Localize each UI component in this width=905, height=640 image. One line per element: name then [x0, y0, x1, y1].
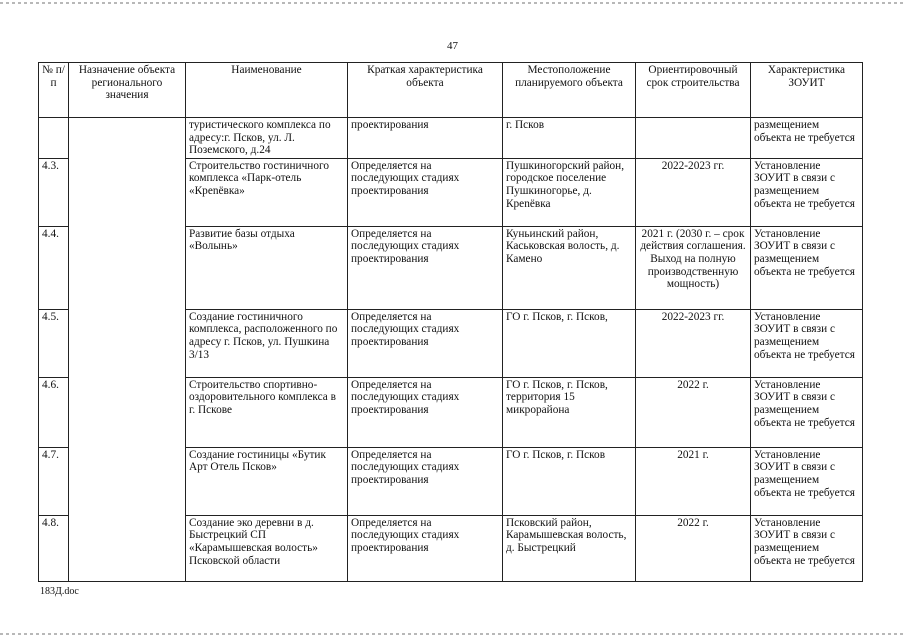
cell-num [39, 118, 69, 159]
scan-edge-top [0, 2, 905, 4]
cell-zouit: размещением объекта не требуется [751, 118, 863, 159]
table-header-row [39, 63, 863, 118]
header-characteristic: Краткая характеристика объекта [348, 63, 503, 118]
cell-num: 4.6. [39, 377, 69, 447]
objects-table [38, 62, 863, 582]
cell-location: Куньинский район, Каськовская волость, д. Камено [503, 226, 636, 309]
header-name: Наименование [186, 63, 348, 118]
cell-name: Строительство гостиничного комплекса «Парк-отель «Креnёвка» [186, 158, 348, 226]
cell-name: туристического комплекса по адресу:г. Псков, ул. Л. Поземского, д.24 [186, 118, 348, 159]
cell-term: 2022-2023 гг. [636, 158, 751, 226]
cell-term: 2021 г. (2030 г. – срок действия соглашения. Выход на полную производственную мощность) [636, 226, 751, 309]
cell-characteristic: Определяется на последующих стадиях проектирования [348, 377, 503, 447]
cell-num: 4.3. [39, 158, 69, 226]
cell-num: 4.7. [39, 447, 69, 515]
table-row-continuation [39, 118, 863, 159]
cell-characteristic: Определяется на последующих стадиях проектирования [348, 158, 503, 226]
header-purpose: Назначение объекта регионального значения [69, 63, 186, 118]
scan-edge-bottom [0, 633, 905, 635]
cell-location: ГО г. Псков, г. Псков, территория 15 микрорайона [503, 377, 636, 447]
cell-characteristic: проектирования [348, 118, 503, 159]
cell-location: г. Псков [503, 118, 636, 159]
header-zouit: Характеристика ЗОУИТ [751, 63, 863, 118]
cell-characteristic: Определяется на последующих стадиях проектирования [348, 447, 503, 515]
cell-zouit: Установление ЗОУИТ в связи с размещением объекта не требуется [751, 158, 863, 226]
page-number: 47 [447, 40, 458, 52]
cell-name: Создание гостиницы «Бутик Арт Отель Псков» [186, 447, 348, 515]
cell-location: Пушкиногорский район, городское поселение Пушкиногорье, д. Креnёвка [503, 158, 636, 226]
cell-name: Строительство спортивно-оздоровительного комплекса в г. Пскове [186, 377, 348, 447]
cell-term: 2021 г. [636, 447, 751, 515]
cell-purpose-merged [69, 118, 186, 582]
cell-term: 2022 г. [636, 515, 751, 581]
cell-num: 4.5. [39, 309, 69, 377]
cell-location: Псковский район, Карамышевская волость, д. Быстрецкий [503, 515, 636, 581]
cell-zouit: Установление ЗОУИТ в связи с размещением объекта не требуется [751, 515, 863, 581]
cell-term: 2022-2023 гг. [636, 309, 751, 377]
header-term: Ориентировочный срок строительства [636, 63, 751, 118]
cell-characteristic: Определяется на последующих стадиях проектирования [348, 309, 503, 377]
cell-characteristic: Определяется на последующих стадиях проектирования [348, 226, 503, 309]
cell-term: 2022 г. [636, 377, 751, 447]
cell-term [636, 118, 751, 159]
cell-characteristic: Определяется на последующих стадиях проектирования [348, 515, 503, 581]
header-num: № п/п [39, 63, 69, 118]
footer-filename: 183Д.doc [40, 586, 79, 597]
cell-name: Создание эко деревни в д. Быстрецкий СП «Карамышевская волость» Псковской области [186, 515, 348, 581]
cell-num: 4.4. [39, 226, 69, 309]
cell-num: 4.8. [39, 515, 69, 581]
cell-zouit: Установление ЗОУИТ в связи с размещением объекта не требуется [751, 309, 863, 377]
cell-zouit: Установление ЗОУИТ в связи с размещением объекта не требуется [751, 377, 863, 447]
cell-location: ГО г. Псков, г. Псков, [503, 309, 636, 377]
cell-name: Создание гостиничного комплекса, расположенного по адресу г. Псков, ул. Пушкина 3/13 [186, 309, 348, 377]
header-location: Местоположение планируемого объекта [503, 63, 636, 118]
cell-zouit: Установление ЗОУИТ в связи с размещением объекта не требуется [751, 447, 863, 515]
cell-location: ГО г. Псков, г. Псков [503, 447, 636, 515]
cell-zouit: Установление ЗОУИТ в связи с размещением объекта не требуется [751, 226, 863, 309]
cell-name: Развитие базы отдыха «Волынь» [186, 226, 348, 309]
